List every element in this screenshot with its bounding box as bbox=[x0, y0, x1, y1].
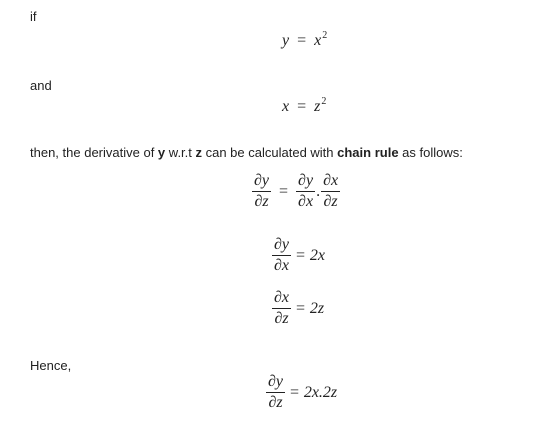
result-den: ∂z bbox=[268, 394, 283, 411]
result-rhs: = 2x.2z bbox=[289, 383, 338, 401]
chain-frac-dx-dz bbox=[321, 173, 340, 210]
equation-y-equals-x-squared bbox=[282, 30, 327, 50]
chain-f3-den: ∂z bbox=[323, 193, 338, 210]
equation-result bbox=[266, 374, 337, 411]
dydx-rhs: = 2x bbox=[295, 246, 325, 264]
chain-f3-num: ∂x bbox=[321, 173, 340, 192]
eq1-base: x bbox=[314, 32, 322, 49]
dydx-frac bbox=[272, 237, 291, 274]
dxdz-den: ∂z bbox=[274, 310, 289, 327]
equation-dy-dx bbox=[272, 237, 325, 274]
chain-frac-dy-dx bbox=[296, 173, 315, 210]
equation-chain-rule bbox=[252, 173, 340, 210]
eq2-equals: = bbox=[297, 98, 307, 115]
text-hence: Hence, bbox=[30, 358, 72, 373]
dxdz-num: ∂x bbox=[272, 290, 291, 309]
dydx-num: ∂y bbox=[272, 237, 291, 256]
eq1-lhs: y bbox=[282, 32, 290, 49]
eq1-exponent: 2 bbox=[322, 30, 328, 41]
result-frac bbox=[266, 374, 285, 411]
chain-f2-num: ∂y bbox=[296, 173, 315, 192]
equation-x-equals-z-squared bbox=[282, 96, 326, 116]
chain-dot: . bbox=[316, 182, 321, 200]
then-mid: can be calculated with bbox=[202, 145, 338, 160]
dydx-den: ∂x bbox=[274, 257, 290, 274]
eq2-lhs: x bbox=[282, 98, 290, 115]
eq2-exponent: 2 bbox=[321, 96, 327, 107]
result-num: ∂y bbox=[266, 374, 285, 393]
text-then-sentence bbox=[30, 145, 463, 161]
text-if: if bbox=[30, 9, 37, 24]
eq2-base: z bbox=[314, 98, 321, 115]
chain-f1-num: ∂y bbox=[252, 173, 271, 192]
dxdz-rhs: = 2z bbox=[295, 299, 325, 317]
chain-f2-den: ∂x bbox=[298, 193, 314, 210]
then-wrt: w.r.t bbox=[165, 145, 196, 160]
then-rule: chain rule bbox=[337, 145, 399, 160]
text-and: and bbox=[30, 78, 52, 93]
eq1-equals: = bbox=[297, 32, 307, 49]
chain-f1-den: ∂z bbox=[254, 193, 269, 210]
chain-frac-dy-dz bbox=[252, 173, 271, 210]
then-post: as follows: bbox=[398, 145, 463, 160]
then-y: y bbox=[157, 145, 166, 160]
then-pre: then, the derivative of bbox=[30, 145, 158, 160]
then-z: z bbox=[195, 145, 202, 160]
dxdz-frac bbox=[272, 290, 291, 327]
equation-dx-dz bbox=[272, 290, 324, 327]
chain-equals: = bbox=[279, 182, 289, 200]
